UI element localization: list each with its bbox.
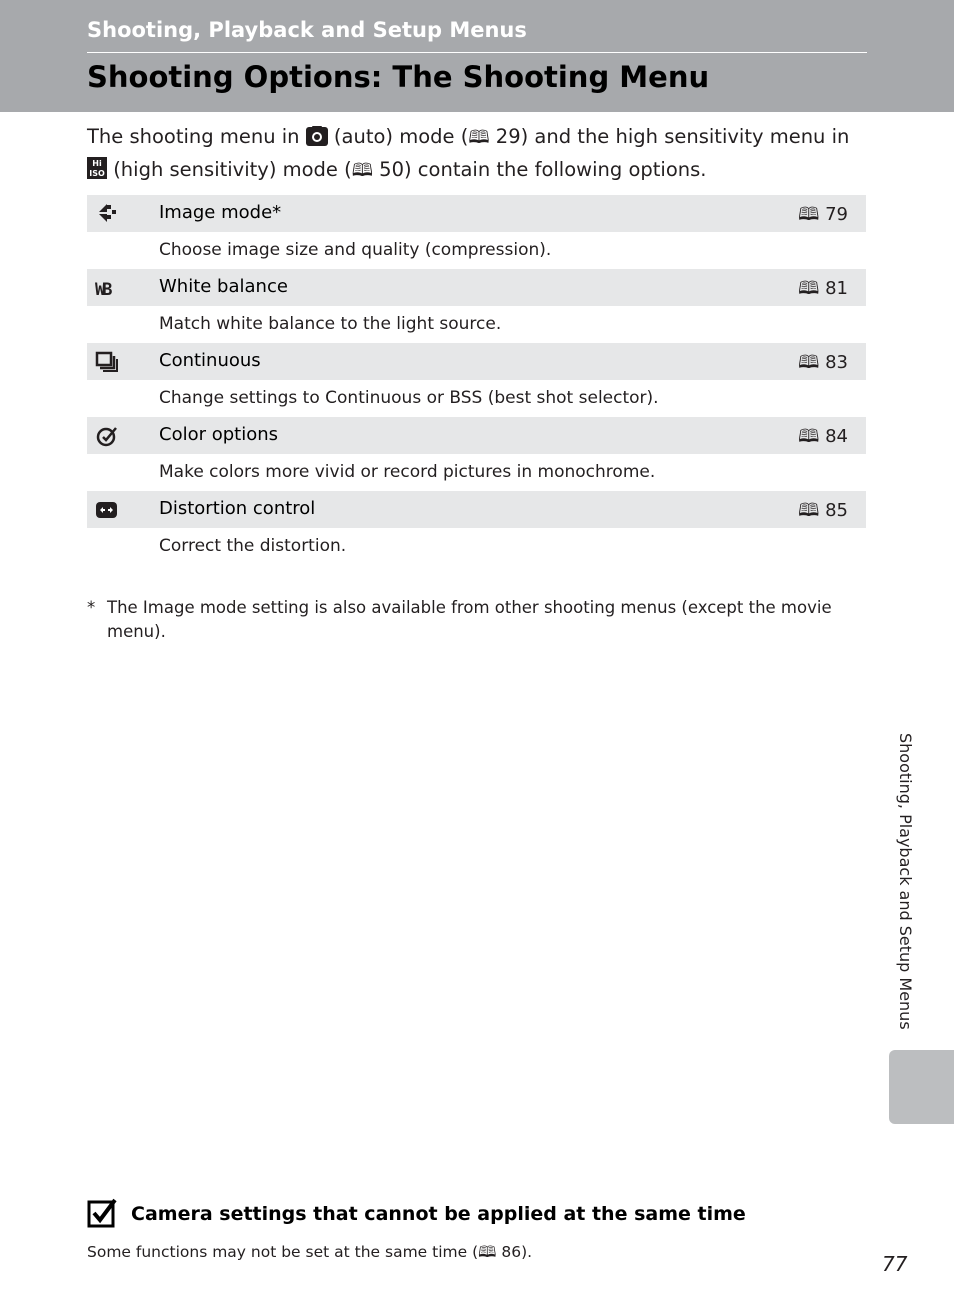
side-section-label xyxy=(893,733,923,1033)
book-reference-icon: 🕮 xyxy=(798,352,820,373)
option-page-ref xyxy=(798,350,848,380)
svg-text:Hi: Hi xyxy=(92,159,102,168)
svg-text:ISO: ISO xyxy=(89,169,105,178)
page-number-ref: 85 xyxy=(825,500,848,521)
option-description xyxy=(87,306,866,343)
page-number-ref: 83 xyxy=(825,352,848,373)
footnote-text: The Image mode setting is also available from other shooting menus (except the movie menu). xyxy=(107,598,832,641)
svg-text:WB: WB xyxy=(95,280,110,300)
option-row-image-mode xyxy=(87,195,866,232)
option-label: Image mode* xyxy=(159,202,282,223)
color-options-icon xyxy=(95,424,119,448)
white-balance-icon xyxy=(95,276,119,300)
high-iso-icon xyxy=(87,157,107,188)
option-page-ref xyxy=(798,276,848,306)
option-description xyxy=(87,232,866,269)
footnote xyxy=(87,596,857,644)
option-page-ref xyxy=(798,202,848,232)
option-row-continuous xyxy=(87,343,866,380)
option-description xyxy=(87,528,866,565)
section-thumb-tab xyxy=(889,1050,954,1124)
option-row-white-balance xyxy=(87,269,866,306)
book-reference-icon: 🕮 xyxy=(351,160,373,181)
option-row-distortion-control xyxy=(87,491,866,528)
book-reference-icon: 🕮 xyxy=(798,426,820,447)
distortion-control-icon xyxy=(95,498,119,522)
note-text: ). xyxy=(521,1243,533,1261)
note-title: Camera settings that cannot be applied at the same time xyxy=(131,1203,746,1225)
option-row-color-options xyxy=(87,417,866,454)
option-description-text: Correct the distortion. xyxy=(159,536,347,556)
page-reference: 86 xyxy=(501,1243,522,1261)
camera-auto-icon xyxy=(306,125,328,155)
option-label: Continuous xyxy=(159,350,261,371)
page-number-ref: 79 xyxy=(825,204,848,225)
option-description xyxy=(87,380,866,417)
book-reference-icon: 🕮 xyxy=(798,500,820,521)
page-title: Shooting Options: The Shooting Menu xyxy=(87,60,710,94)
option-description-text: Make colors more vivid or record pictures in monochrome. xyxy=(159,462,656,482)
intro-text: ) contain the following options. xyxy=(404,158,707,181)
continuous-icon xyxy=(95,350,119,374)
section-header xyxy=(0,0,954,112)
page-number: 77 xyxy=(882,1252,908,1276)
intro-text: (high sensitivity) mode ( xyxy=(107,158,352,181)
header-divider xyxy=(87,52,867,53)
book-reference-icon: 🕮 xyxy=(798,278,820,299)
intro-text: The shooting menu in xyxy=(87,125,306,148)
book-reference-icon: 🕮 xyxy=(478,1243,497,1261)
option-label: Color options xyxy=(159,424,279,445)
option-description-text: Match white balance to the light source. xyxy=(159,314,502,334)
image-mode-icon xyxy=(95,202,119,226)
shooting-menu-options xyxy=(87,195,866,565)
check-note-icon xyxy=(87,1198,117,1228)
page-reference: 50 xyxy=(379,158,404,181)
option-label: Distortion control xyxy=(159,498,316,519)
intro-text: ) and the high sensitivity menu in xyxy=(520,125,850,148)
option-label: White balance xyxy=(159,276,288,297)
option-page-ref xyxy=(798,424,848,454)
book-reference-icon: 🕮 xyxy=(468,127,490,148)
option-description xyxy=(87,454,866,491)
side-section-label-text: Shooting, Playback and Setup Menus xyxy=(896,733,915,1030)
footnote-mark: * xyxy=(87,598,96,617)
page-reference: 29 xyxy=(495,125,521,148)
note-body xyxy=(87,1240,532,1267)
page-number-ref: 81 xyxy=(825,278,848,299)
note-text: Some functions may not be set at the same time ( xyxy=(87,1243,479,1261)
note-heading xyxy=(87,1198,867,1230)
option-description-text: Change settings to Continuous or BSS (best shot selector). xyxy=(159,388,659,408)
option-page-ref xyxy=(798,498,848,528)
section-title: Shooting, Playback and Setup Menus xyxy=(87,18,527,42)
intro-text: (auto) mode ( xyxy=(327,125,469,148)
option-description-text: Choose image size and quality (compression). xyxy=(159,240,552,260)
page-number-ref: 84 xyxy=(825,426,848,447)
book-reference-icon: 🕮 xyxy=(798,204,820,225)
intro-paragraph xyxy=(87,122,872,188)
